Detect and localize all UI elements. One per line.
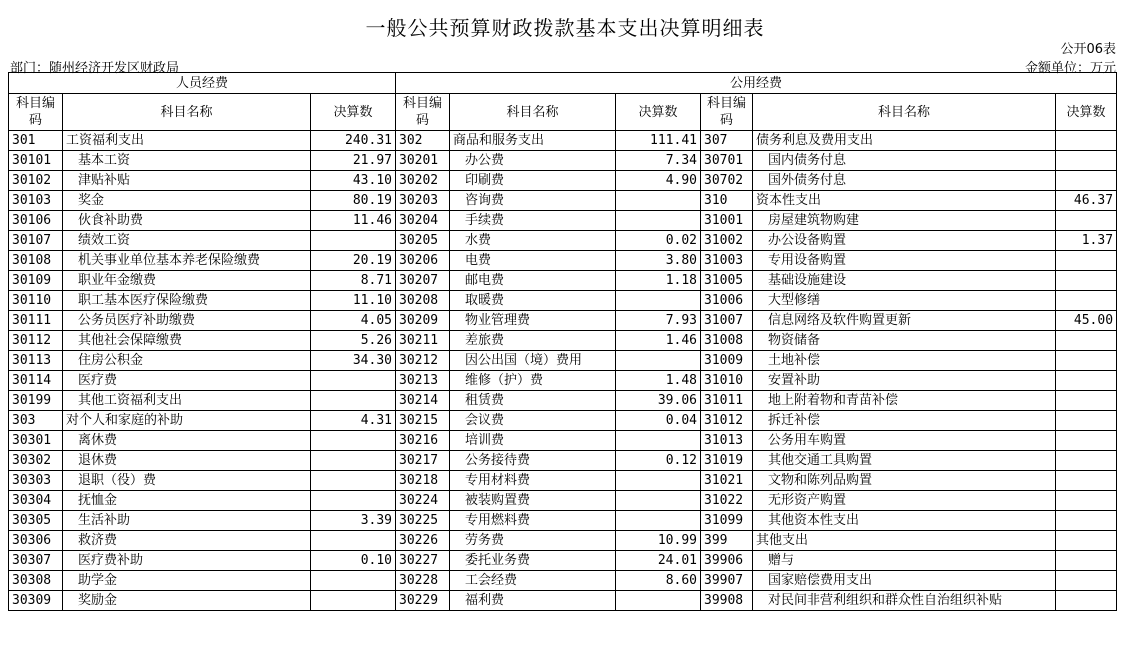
table-row bbox=[9, 411, 1117, 431]
table-row bbox=[9, 531, 1117, 551]
subject-code: 31099 bbox=[701, 511, 753, 531]
subject-name: 退职（役）费 bbox=[63, 471, 311, 491]
amount bbox=[1056, 531, 1117, 551]
subject-code: 30113 bbox=[9, 351, 63, 371]
subject-name: 取暖费 bbox=[450, 291, 616, 311]
subject-name: 商品和服务支出 bbox=[450, 131, 616, 151]
amount bbox=[311, 371, 396, 391]
subject-code: 31006 bbox=[701, 291, 753, 311]
subject-code: 30209 bbox=[396, 311, 450, 331]
amount: 1.46 bbox=[616, 331, 701, 351]
subject-name: 退休费 bbox=[63, 451, 311, 471]
subject-name: 资本性支出 bbox=[753, 191, 1056, 211]
amount bbox=[311, 491, 396, 511]
table-code: 公开06表 bbox=[1060, 42, 1116, 57]
subject-name: 公务员医疗补助缴费 bbox=[63, 311, 311, 331]
subject-name: 维修（护）费 bbox=[450, 371, 616, 391]
group-header-personnel: 人员经费 bbox=[9, 73, 396, 94]
subject-code: 301 bbox=[9, 131, 63, 151]
subject-name: 手续费 bbox=[450, 211, 616, 231]
subject-name: 医疗费补助 bbox=[63, 551, 311, 571]
subject-name: 安置补助 bbox=[753, 371, 1056, 391]
subject-code: 31019 bbox=[701, 451, 753, 471]
subject-name: 对民间非营利组织和群众性自治组织补贴 bbox=[753, 591, 1056, 611]
subject-code: 30308 bbox=[9, 571, 63, 591]
amount: 21.97 bbox=[311, 151, 396, 171]
subject-code: 31008 bbox=[701, 331, 753, 351]
header-amount: 决算数 bbox=[616, 94, 701, 131]
subject-code: 30211 bbox=[396, 331, 450, 351]
table-row bbox=[9, 291, 1117, 311]
amount: 111.41 bbox=[616, 131, 701, 151]
subject-name: 大型修缮 bbox=[753, 291, 1056, 311]
subject-name: 公务用车购置 bbox=[753, 431, 1056, 451]
subject-code: 399 bbox=[701, 531, 753, 551]
table-row bbox=[9, 271, 1117, 291]
table-row bbox=[9, 371, 1117, 391]
subject-name: 奖励金 bbox=[63, 591, 311, 611]
table-row bbox=[9, 131, 1117, 151]
subject-name: 职业年金缴费 bbox=[63, 271, 311, 291]
subject-name: 救济费 bbox=[63, 531, 311, 551]
amount: 7.34 bbox=[616, 151, 701, 171]
subject-name: 委托业务费 bbox=[450, 551, 616, 571]
amount bbox=[616, 291, 701, 311]
subject-name: 其他资本性支出 bbox=[753, 511, 1056, 531]
subject-name: 生活补助 bbox=[63, 511, 311, 531]
amount: 1.37 bbox=[1056, 231, 1117, 251]
amount: 4.05 bbox=[311, 311, 396, 331]
amount: 4.90 bbox=[616, 171, 701, 191]
amount bbox=[311, 231, 396, 251]
subject-code: 302 bbox=[396, 131, 450, 151]
subject-code: 30216 bbox=[396, 431, 450, 451]
table-row bbox=[9, 331, 1117, 351]
amount bbox=[1056, 371, 1117, 391]
subject-code: 30212 bbox=[396, 351, 450, 371]
subject-code: 30102 bbox=[9, 171, 63, 191]
amount bbox=[1056, 471, 1117, 491]
amount: 4.31 bbox=[311, 411, 396, 431]
subject-code: 30111 bbox=[9, 311, 63, 331]
amount bbox=[616, 511, 701, 531]
subject-code: 30199 bbox=[9, 391, 63, 411]
subject-code: 30206 bbox=[396, 251, 450, 271]
subject-code: 30201 bbox=[396, 151, 450, 171]
subject-code: 30202 bbox=[396, 171, 450, 191]
subject-code: 31021 bbox=[701, 471, 753, 491]
amount bbox=[1056, 451, 1117, 471]
amount bbox=[616, 591, 701, 611]
amount bbox=[616, 191, 701, 211]
subject-code: 31007 bbox=[701, 311, 753, 331]
subject-name: 信息网络及软件购置更新 bbox=[753, 311, 1056, 331]
amount: 0.02 bbox=[616, 231, 701, 251]
subject-code: 30208 bbox=[396, 291, 450, 311]
subject-name: 文物和陈列品购置 bbox=[753, 471, 1056, 491]
subject-code: 30227 bbox=[396, 551, 450, 571]
subject-name: 债务利息及费用支出 bbox=[753, 131, 1056, 151]
amount bbox=[616, 471, 701, 491]
amount: 46.37 bbox=[1056, 191, 1117, 211]
table-row bbox=[9, 351, 1117, 371]
subject-code: 303 bbox=[9, 411, 63, 431]
subject-name: 办公设备购置 bbox=[753, 231, 1056, 251]
amount bbox=[1056, 291, 1117, 311]
amount: 24.01 bbox=[616, 551, 701, 571]
subject-name: 津贴补贴 bbox=[63, 171, 311, 191]
amount: 39.06 bbox=[616, 391, 701, 411]
table-row bbox=[9, 171, 1117, 191]
subject-name: 国外债务付息 bbox=[753, 171, 1056, 191]
amount: 11.10 bbox=[311, 291, 396, 311]
subject-code: 30203 bbox=[396, 191, 450, 211]
subject-code: 30108 bbox=[9, 251, 63, 271]
amount: 3.80 bbox=[616, 251, 701, 271]
subject-code: 30110 bbox=[9, 291, 63, 311]
subject-code: 30106 bbox=[9, 211, 63, 231]
table-row bbox=[9, 511, 1117, 531]
subject-code: 31010 bbox=[701, 371, 753, 391]
subject-name: 劳务费 bbox=[450, 531, 616, 551]
unit-label: 金额单位：万元 bbox=[1024, 61, 1116, 76]
amount: 34.30 bbox=[311, 351, 396, 371]
amount: 45.00 bbox=[1056, 311, 1117, 331]
amount bbox=[1056, 331, 1117, 351]
subject-name: 其他工资福利支出 bbox=[63, 391, 311, 411]
subject-code: 30224 bbox=[396, 491, 450, 511]
header-name: 科目名称 bbox=[450, 94, 616, 131]
amount bbox=[1056, 151, 1117, 171]
subject-code: 30107 bbox=[9, 231, 63, 251]
amount bbox=[616, 351, 701, 371]
amount bbox=[1056, 251, 1117, 271]
subject-code: 310 bbox=[701, 191, 753, 211]
subject-code: 31005 bbox=[701, 271, 753, 291]
subject-name: 助学金 bbox=[63, 571, 311, 591]
header-code: 科目编码 bbox=[9, 94, 63, 131]
subject-name: 基础设施建设 bbox=[753, 271, 1056, 291]
subject-code: 30226 bbox=[396, 531, 450, 551]
subject-code: 30214 bbox=[396, 391, 450, 411]
subject-code: 30112 bbox=[9, 331, 63, 351]
subject-name: 奖金 bbox=[63, 191, 311, 211]
amount bbox=[1056, 591, 1117, 611]
amount bbox=[1056, 431, 1117, 451]
subject-code: 30109 bbox=[9, 271, 63, 291]
subject-code: 30207 bbox=[396, 271, 450, 291]
amount: 3.39 bbox=[311, 511, 396, 531]
header-code: 科目编码 bbox=[701, 94, 753, 131]
subject-name: 印刷费 bbox=[450, 171, 616, 191]
subject-code: 30303 bbox=[9, 471, 63, 491]
amount bbox=[1056, 171, 1117, 191]
subject-code: 30103 bbox=[9, 191, 63, 211]
amount: 0.10 bbox=[311, 551, 396, 571]
amount bbox=[1056, 491, 1117, 511]
subject-name: 专用设备购置 bbox=[753, 251, 1056, 271]
subject-name: 抚恤金 bbox=[63, 491, 311, 511]
subject-name: 基本工资 bbox=[63, 151, 311, 171]
amount: 1.18 bbox=[616, 271, 701, 291]
subject-code: 30309 bbox=[9, 591, 63, 611]
table-row bbox=[9, 151, 1117, 171]
subject-code: 30306 bbox=[9, 531, 63, 551]
subject-code: 39908 bbox=[701, 591, 753, 611]
amount bbox=[311, 451, 396, 471]
amount bbox=[1056, 551, 1117, 571]
table-row bbox=[9, 311, 1117, 331]
table-row bbox=[9, 471, 1117, 491]
amount: 20.19 bbox=[311, 251, 396, 271]
amount bbox=[616, 491, 701, 511]
subject-code: 30205 bbox=[396, 231, 450, 251]
subject-name: 机关事业单位基本养老保险缴费 bbox=[63, 251, 311, 271]
subject-code: 30229 bbox=[396, 591, 450, 611]
amount: 8.71 bbox=[311, 271, 396, 291]
subject-code: 31022 bbox=[701, 491, 753, 511]
amount: 43.10 bbox=[311, 171, 396, 191]
subject-code: 31003 bbox=[701, 251, 753, 271]
subject-code: 31009 bbox=[701, 351, 753, 371]
subject-name: 福利费 bbox=[450, 591, 616, 611]
subject-code: 30228 bbox=[396, 571, 450, 591]
subject-code: 30305 bbox=[9, 511, 63, 531]
header-code: 科目编码 bbox=[396, 94, 450, 131]
amount: 80.19 bbox=[311, 191, 396, 211]
subject-code: 30301 bbox=[9, 431, 63, 451]
header-amount: 决算数 bbox=[311, 94, 396, 131]
department-label: 部门：随州经济开发区财政局 bbox=[10, 61, 180, 76]
subject-code: 31002 bbox=[701, 231, 753, 251]
table-row bbox=[9, 551, 1117, 571]
group-header-public: 公用经费 bbox=[396, 73, 1117, 94]
table-row bbox=[9, 591, 1117, 611]
amount bbox=[1056, 211, 1117, 231]
subject-code: 31001 bbox=[701, 211, 753, 231]
amount bbox=[1056, 411, 1117, 431]
amount bbox=[311, 531, 396, 551]
subject-name: 国家赔偿费用支出 bbox=[753, 571, 1056, 591]
subject-name: 绩效工资 bbox=[63, 231, 311, 251]
header-name: 科目名称 bbox=[753, 94, 1056, 131]
subject-name: 专用燃料费 bbox=[450, 511, 616, 531]
amount: 0.12 bbox=[616, 451, 701, 471]
subject-name: 专用材料费 bbox=[450, 471, 616, 491]
header-name: 科目名称 bbox=[63, 94, 311, 131]
amount: 11.46 bbox=[311, 211, 396, 231]
subject-name: 其他社会保障缴费 bbox=[63, 331, 311, 351]
subject-code: 31011 bbox=[701, 391, 753, 411]
amount bbox=[616, 431, 701, 451]
amount bbox=[311, 571, 396, 591]
amount bbox=[1056, 351, 1117, 371]
page-title: 一般公共预算财政拨款基本支出决算明细表 bbox=[365, 16, 765, 40]
subject-code: 307 bbox=[701, 131, 753, 151]
subject-name: 电费 bbox=[450, 251, 616, 271]
subject-name: 医疗费 bbox=[63, 371, 311, 391]
subject-code: 30701 bbox=[701, 151, 753, 171]
subject-code: 30217 bbox=[396, 451, 450, 471]
subject-name: 租赁费 bbox=[450, 391, 616, 411]
subject-name: 无形资产购置 bbox=[753, 491, 1056, 511]
subject-name: 办公费 bbox=[450, 151, 616, 171]
table-row bbox=[9, 211, 1117, 231]
subject-name: 邮电费 bbox=[450, 271, 616, 291]
subject-code: 30702 bbox=[701, 171, 753, 191]
amount bbox=[1056, 271, 1117, 291]
amount bbox=[311, 431, 396, 451]
subject-name: 国内债务付息 bbox=[753, 151, 1056, 171]
subject-name: 水费 bbox=[450, 231, 616, 251]
amount bbox=[1056, 131, 1117, 151]
subject-name: 工资福利支出 bbox=[63, 131, 311, 151]
amount: 1.48 bbox=[616, 371, 701, 391]
table-row bbox=[9, 451, 1117, 471]
table-row bbox=[9, 391, 1117, 411]
amount: 10.99 bbox=[616, 531, 701, 551]
amount: 240.31 bbox=[311, 131, 396, 151]
subject-code: 30204 bbox=[396, 211, 450, 231]
subject-name: 土地补偿 bbox=[753, 351, 1056, 371]
subject-code: 30304 bbox=[9, 491, 63, 511]
subject-name: 房屋建筑物购建 bbox=[753, 211, 1056, 231]
header-amount: 决算数 bbox=[1056, 94, 1117, 131]
subject-name: 住房公积金 bbox=[63, 351, 311, 371]
subject-code: 30114 bbox=[9, 371, 63, 391]
amount bbox=[311, 471, 396, 491]
subject-code: 30302 bbox=[9, 451, 63, 471]
subject-name: 其他支出 bbox=[753, 531, 1056, 551]
amount: 5.26 bbox=[311, 331, 396, 351]
subject-name: 职工基本医疗保险缴费 bbox=[63, 291, 311, 311]
subject-name: 对个人和家庭的补助 bbox=[63, 411, 311, 431]
subject-code: 31012 bbox=[701, 411, 753, 431]
table-row bbox=[9, 571, 1117, 591]
subject-name: 工会经费 bbox=[450, 571, 616, 591]
subject-name: 公务接待费 bbox=[450, 451, 616, 471]
amount: 0.04 bbox=[616, 411, 701, 431]
subject-code: 30213 bbox=[396, 371, 450, 391]
subject-name: 差旅费 bbox=[450, 331, 616, 351]
subject-code: 30307 bbox=[9, 551, 63, 571]
expenditure-table bbox=[8, 72, 1117, 611]
subject-code: 39907 bbox=[701, 571, 753, 591]
subject-name: 离休费 bbox=[63, 431, 311, 451]
subject-name: 物业管理费 bbox=[450, 311, 616, 331]
subject-name: 其他交通工具购置 bbox=[753, 451, 1056, 471]
table-row bbox=[9, 231, 1117, 251]
table-row bbox=[9, 431, 1117, 451]
subject-code: 30101 bbox=[9, 151, 63, 171]
table-row bbox=[9, 491, 1117, 511]
subject-name: 因公出国（境）费用 bbox=[450, 351, 616, 371]
subject-name: 地上附着物和青苗补偿 bbox=[753, 391, 1056, 411]
amount bbox=[1056, 391, 1117, 411]
subject-code: 30215 bbox=[396, 411, 450, 431]
subject-code: 30225 bbox=[396, 511, 450, 531]
subject-name: 培训费 bbox=[450, 431, 616, 451]
table-row bbox=[9, 251, 1117, 271]
amount: 8.60 bbox=[616, 571, 701, 591]
subject-code: 31013 bbox=[701, 431, 753, 451]
subject-name: 会议费 bbox=[450, 411, 616, 431]
subject-name: 拆迁补偿 bbox=[753, 411, 1056, 431]
amount: 7.93 bbox=[616, 311, 701, 331]
amount bbox=[1056, 511, 1117, 531]
amount bbox=[311, 391, 396, 411]
subject-name: 咨询费 bbox=[450, 191, 616, 211]
subject-name: 被装购置费 bbox=[450, 491, 616, 511]
subject-name: 伙食补助费 bbox=[63, 211, 311, 231]
subject-code: 30218 bbox=[396, 471, 450, 491]
table-row bbox=[9, 191, 1117, 211]
subject-code: 39906 bbox=[701, 551, 753, 571]
subject-name: 赠与 bbox=[753, 551, 1056, 571]
amount bbox=[311, 591, 396, 611]
subject-name: 物资储备 bbox=[753, 331, 1056, 351]
amount bbox=[1056, 571, 1117, 591]
amount bbox=[616, 211, 701, 231]
